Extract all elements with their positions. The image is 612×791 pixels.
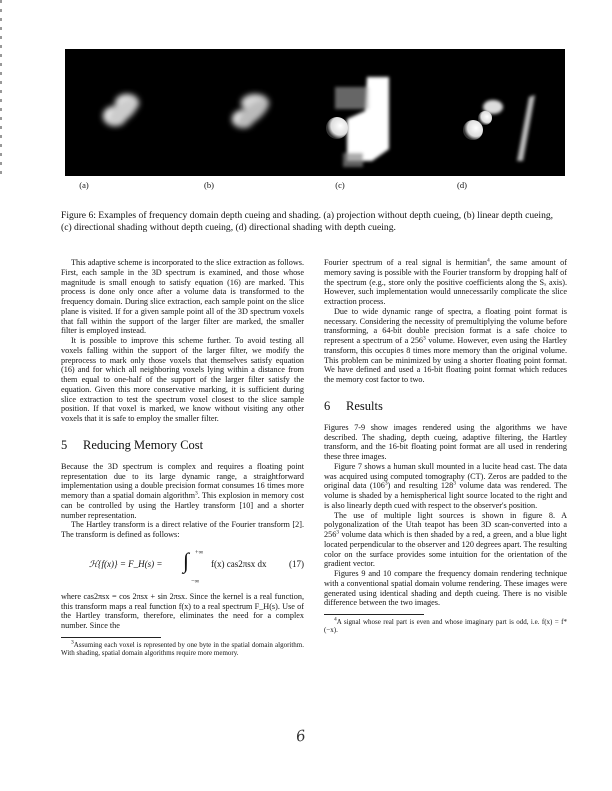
panel-label-b: (b) xyxy=(204,180,214,190)
integral-lower-limit: −∞ xyxy=(191,577,200,585)
footnote-text: A signal whose real part is even and whose imaginary part is odd, i.e. f(x) = f*(−x). xyxy=(324,618,567,635)
section-number: 6 xyxy=(324,398,331,413)
footnote-text: Assuming each voxel is represented by one byte in the spatial domain algorithm. With shading, spatial domain algorithms require more memory. xyxy=(61,640,304,658)
scan-edge-marks xyxy=(0,0,2,180)
text: Because the 3D spectrum is complex and requires a floating point representation due to its large dynamic range, a straightforward implementation using a double precision format consumes 16 times more memory than a spatial domain algorithm xyxy=(61,461,304,500)
footnote-mark: 3 xyxy=(71,639,74,646)
paragraph: The Hartley transform is a direct relative of the Fourier transform [2]. The transform is defined as follows: xyxy=(61,520,304,539)
text: Fourier spectrum of a real signal is hermitian xyxy=(324,258,487,267)
panel-b-linear-depth-cueing xyxy=(232,94,273,132)
equation-number: (17) xyxy=(289,558,304,569)
section-title: Results xyxy=(346,398,383,413)
text: Figure 7 shows a human skull mounted in a lucite head cast. The data was acquired using computed tomography (CT). Zeros are padded to the original data (106 xyxy=(324,461,567,491)
superscript: 3 xyxy=(423,335,426,342)
section-title: Reducing Memory Cost xyxy=(83,437,204,452)
figure-6-image-strip xyxy=(65,49,565,176)
superscript: 3 xyxy=(384,480,388,487)
paragraph xyxy=(324,462,567,511)
text: volume data which is then shaded by a red, a green, and a blue light located perpendicular to the observer and 120 degrees apart. The resulting color on the surface provides some intuition for the orientation of the gradient vector. xyxy=(324,530,567,569)
equation-17 xyxy=(61,548,304,586)
text: Due to wide dynamic range of spectra, a floating point format is necessary. Considering the necessity of premultiplying the volume before transforming, a 64-bit double precision format is a safe choice to represent a spectrum of a 256 xyxy=(324,306,567,345)
paragraph: This adaptive scheme is incorporated to the slice extraction as follows. First, each sample in the 3D spectrum is examined, and those whose magnitude is small enough to satisfy equation (16) are marked. This process is done only once after a volume data is transformed to the frequency domain. During slice extraction, each sample point on the slice plane is visited. If for a given sample point all of the 3D spectrum voxels that fall within the support of the larger filter are marked, the smaller filter is employed instead. xyxy=(61,258,304,336)
panel-label-c: (c) xyxy=(335,180,345,190)
paragraph xyxy=(61,462,304,521)
text: volume data was rendered. The volume is shaded by a hemispherical light source located to the right and is also linearly depth cued with respect to the observer's position. xyxy=(324,481,567,510)
footnote-rule xyxy=(324,614,424,615)
right-column xyxy=(324,258,567,635)
panel-d-shading-with-depth-cueing xyxy=(463,95,535,161)
integral-upper-limit: +∞ xyxy=(195,548,204,556)
footnote-3 xyxy=(61,641,304,658)
equation-lhs: ℋ{f(x)} = F_H(s) = xyxy=(89,558,163,569)
superscript: 3 xyxy=(336,529,340,536)
section-6-heading xyxy=(324,399,567,413)
text: ) and resulting 128 xyxy=(387,481,454,491)
footnote-ref[interactable]: 3 xyxy=(194,490,198,497)
paragraph: Figures 9 and 10 compare the frequency domain rendering technique with a conventional spatial domain volume rendering. These images were generated using identical shading and depth cueing. There is no visible difference between the two images. xyxy=(324,569,567,608)
section-5-heading xyxy=(61,438,304,452)
section-number: 5 xyxy=(61,437,68,452)
text: The use of multiple light sources is shown in figure 8. A polygonalization of the Utah teapot has been 3D scan-converted into a 256 xyxy=(324,510,567,539)
figure-6-renderings xyxy=(65,49,565,176)
panel-a-projection xyxy=(103,93,143,130)
paragraph: where cas2πsx = cos 2πsx + sin 2πsx. Since the kernel is a real function, this transform maps a real function f(x) to a real spectrum F_H(s). Use of the Hartley transform, therefore, eliminates the need for a complex number. Since the xyxy=(61,591,304,630)
paragraph xyxy=(324,511,567,570)
figure-panel-labels xyxy=(65,180,565,192)
paragraph: It is possible to improve this scheme further. To avoid testing all voxels falling within the support of the larger filter, we modify the preprocess to mark only those voxels that themselves satisfy equation (16) and for which all neighboring voxels lying within a distance from them equal to one-half of the support of the larger filter satisfy the equation. Given this more conservative marking, it is sufficient during slice extraction to test the spectrum voxel closest to the slice sample position. If that voxel is marked, we know without visiting any other voxels that it is safe to employ the smaller filter. xyxy=(61,336,304,423)
footnote-ref[interactable]: 4 xyxy=(486,257,490,264)
figure-6-caption: Figure 6: Examples of frequency domain depth cueing and shading. (a) projection without depth cueing, (b) linear depth cueing, (c) directional shading without depth cueing, (d) directional shading with depth cueing. xyxy=(61,210,554,233)
integrand: f(x) cas2πsx dx xyxy=(211,558,267,569)
text: volume. However, even using the Hartley transform, this occupies 8 times more memory than the original volume. This problem can be minimized by using a shorter floating point format. We have defined and used a 16-bit floating point format which reduces the memory cost factor to two. xyxy=(324,336,567,384)
text: . This explosion in memory cost can be controlled by using the Hartley transform [10] and a shorter number representation. xyxy=(61,491,305,520)
text: , the same amount of memory saving is possible with the Fourier transform by dropping half of the spectrum (e.g., store only the positive coefficients along the Sₓ axis). However, such implementation would unnecessarily complicate the slice extraction process. xyxy=(324,258,567,306)
panel-c-directional-shading xyxy=(326,77,389,167)
panel-label-d: (d) xyxy=(457,180,467,190)
footnote-mark: 4 xyxy=(334,616,337,623)
left-column xyxy=(61,258,304,658)
superscript: 3 xyxy=(453,480,456,487)
paragraph xyxy=(324,307,567,385)
footnote-rule xyxy=(61,637,161,638)
footnote-4 xyxy=(324,618,567,635)
paragraph xyxy=(324,258,567,307)
integral-sign: ∫ xyxy=(183,547,190,573)
handwritten-page-number: 6 xyxy=(294,726,307,746)
panel-label-a: (a) xyxy=(79,180,89,190)
paragraph: Figures 7-9 show images rendered using the algorithms we have described. The shading, depth cueing, adaptive filtering, the Hartley transform, and the 16-bit floating point format are all used in rendering these three images. xyxy=(324,422,567,461)
